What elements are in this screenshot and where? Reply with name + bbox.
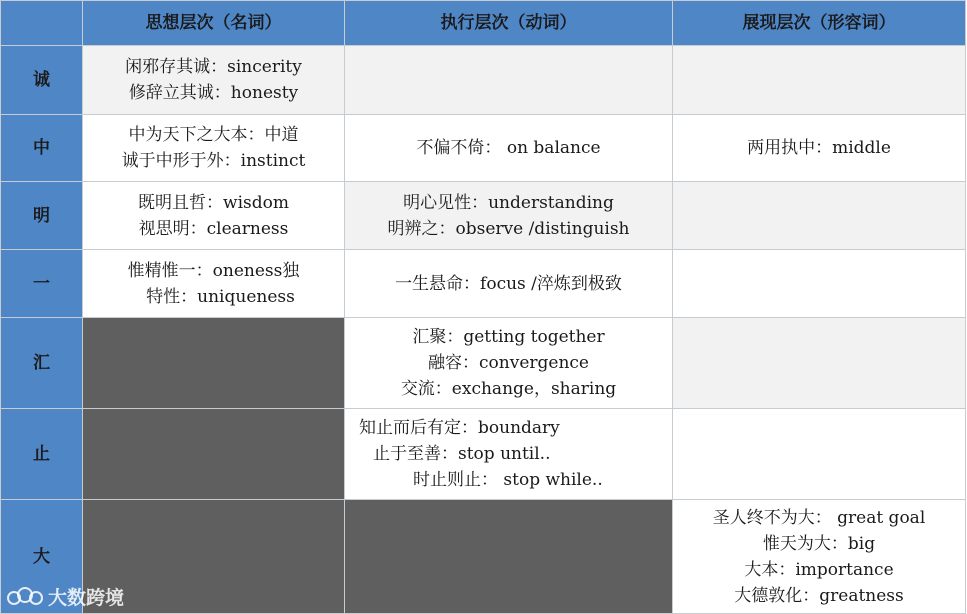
header-expression: 展现层次（形容词） <box>673 1 966 46</box>
cell-expression-hui <box>673 318 966 409</box>
cell-line: 特性：uniqueness <box>146 286 295 307</box>
cell-line: 大本：importance <box>744 559 894 580</box>
cell-line: 知止而后有定：boundary <box>359 418 560 438</box>
cell-execution-cheng <box>345 46 673 115</box>
cell-thought-zhi <box>83 409 345 500</box>
cell-execution-da <box>345 500 673 614</box>
cell-line: 既明且哲：wisdom <box>138 192 289 213</box>
cell-line: 明辨之：observe /distinguish <box>387 218 630 239</box>
cell-line: 惟天为大：big <box>762 533 876 554</box>
cell-line: 交流：exchange，sharing <box>400 379 617 399</box>
cell-line: 圣人终不为大： great goal <box>712 507 926 528</box>
row-label-hui: 汇 <box>1 318 83 409</box>
row-label-yi: 一 <box>1 250 83 318</box>
cell-expression-ming <box>673 182 966 250</box>
row-label-cheng: 诚 <box>1 46 83 115</box>
cell-line: 两用执中：middle <box>747 138 891 158</box>
cell-line: 一生悬命：focus /淬炼到极致 <box>395 273 622 294</box>
cell-expression-da <box>673 500 966 614</box>
cell-line: 融容：convergence <box>428 353 589 373</box>
cell-execution-zhi <box>345 409 673 500</box>
cloud-logo-icon <box>6 586 44 608</box>
cell-line: 大德敦化：greatness <box>734 585 904 606</box>
row-label-zhong: 中 <box>1 115 83 182</box>
cell-execution-yi <box>345 250 673 318</box>
cell-line: 中为天下之大本：中道 <box>128 125 299 145</box>
corner-cell <box>1 1 83 46</box>
cell-line: 不偏不倚： on balance <box>416 138 601 158</box>
cell-line: 明心见性：understanding <box>403 192 614 213</box>
row-label-zhi: 止 <box>1 409 83 500</box>
cell-expression-zhi <box>673 409 966 500</box>
cell-thought-hui <box>83 318 345 409</box>
cell-line: 诚于中形于外：instinct <box>121 151 306 171</box>
cell-execution-hui <box>345 318 673 409</box>
cell-thought-ming <box>83 182 345 250</box>
header-execution: 执行层次（动词） <box>345 1 673 46</box>
cell-expression-zhong <box>673 115 966 182</box>
cell-line: 汇聚：getting together <box>412 327 605 347</box>
cell-expression-cheng <box>673 46 966 115</box>
header-thought: 思想层次（名词） <box>83 1 345 46</box>
watermark <box>6 583 124 610</box>
cell-line: 时止则止： stop while.. <box>413 470 603 490</box>
cell-expression-yi <box>673 250 966 318</box>
cell-line: 惟精惟一：oneness独 <box>127 260 300 281</box>
cell-line: 修辞立其诚：honesty <box>128 83 299 103</box>
cell-line: 视思明：clearness <box>138 218 289 239</box>
cell-line: 止于至善：stop until.. <box>373 444 551 464</box>
row-label-da: 大 <box>1 500 83 614</box>
cell-thought-yi <box>83 250 345 318</box>
cell-thought-cheng <box>83 46 345 115</box>
cell-thought-zhong <box>83 115 345 182</box>
cell-line: 闲邪存其诚：sincerity <box>125 57 302 77</box>
cell-execution-zhong <box>345 115 673 182</box>
row-label-ming: 明 <box>1 182 83 250</box>
cell-execution-ming <box>345 182 673 250</box>
watermark-text: 大数跨境 <box>48 587 125 609</box>
